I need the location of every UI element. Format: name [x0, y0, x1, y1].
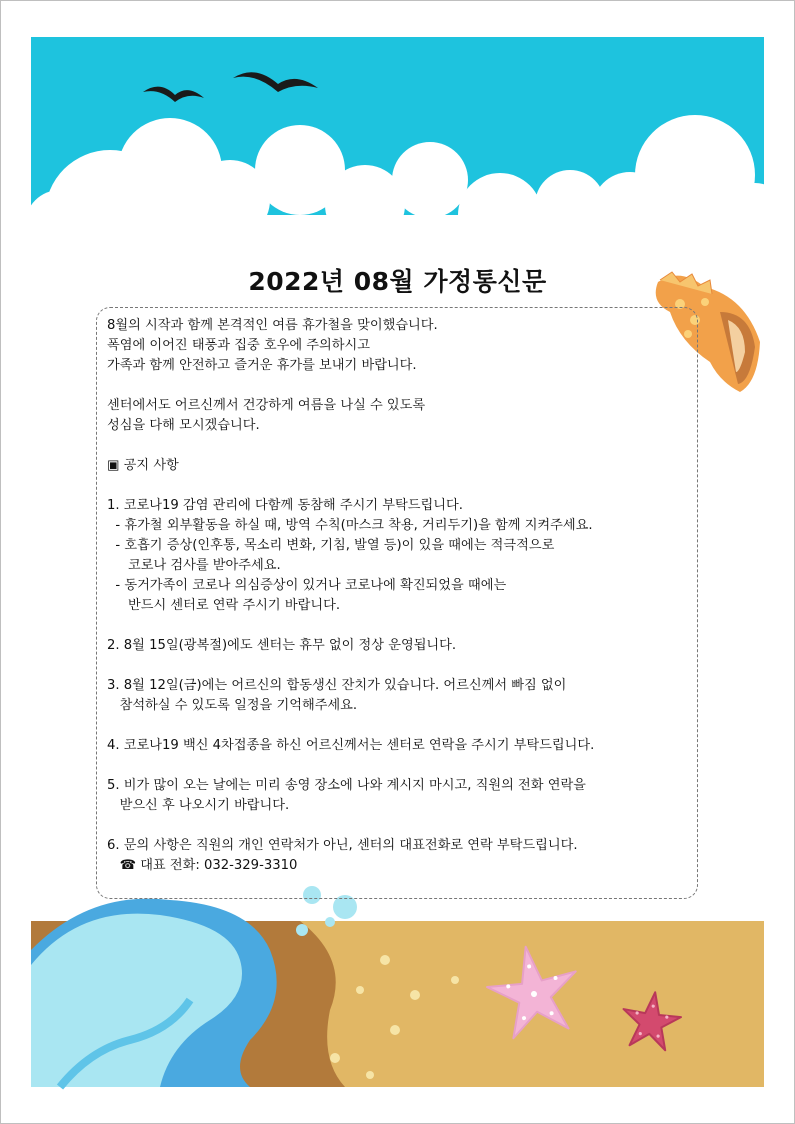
body-line: 3. 8월 12일(금)에는 어르신의 합동생신 잔치가 있습니다. 어르신께서 빠짐 없이	[107, 678, 567, 693]
body-line: ▣ 공지 사항	[107, 458, 179, 473]
body-line: - 호흡기 증상(인후통, 목소리 변화, 기침, 발열 등)이 있을 때에는 적극적으로	[107, 538, 555, 553]
blank-line	[107, 436, 687, 456]
body-line: 4. 코로나19 백신 4차접종을 하신 어르신께서는 센터로 연락을 주시기 부탁드립니다.	[107, 738, 595, 753]
blank-line	[107, 376, 687, 396]
body-line: 8월의 시작과 함께 본격적인 여름 휴가철을 맞이했습니다.	[107, 318, 438, 333]
body-line: - 휴가철 외부활동을 하실 때, 방역 수칙(마스크 착용, 거리두기)을 함께 지켜주세요.	[107, 518, 593, 533]
body-line: 받으신 후 나오시기 바랍니다.	[107, 798, 290, 813]
blank-line	[107, 476, 687, 496]
body-line: 1. 코로나19 감염 관리에 다함께 동참해 주시기 부탁드립니다.	[107, 498, 463, 513]
body-line: 5. 비가 많이 오는 날에는 미리 송영 장소에 나와 계시지 마시고, 직원의 전화 연락을	[107, 778, 586, 793]
blank-line	[107, 816, 687, 836]
blank-line	[107, 656, 687, 676]
blank-line	[107, 756, 687, 776]
body-line: 6. 문의 사항은 직원의 개인 연락처가 아닌, 센터의 대표전화로 연락 부탁드립니다.	[107, 838, 578, 853]
body-line: - 동거가족이 코로나 의심증상이 있거나 코로나에 확진되었을 때에는	[107, 578, 507, 593]
body-line: 센터에서도 어르신께서 건강하게 여름을 나실 수 있도록	[107, 398, 426, 413]
body-line: 코로나 검사를 받아주세요.	[107, 558, 281, 573]
document-title: 2022년 08월 가정통신문	[248, 267, 547, 296]
body-line: 폭염에 이어진 태풍과 집중 호우에 주의하시고	[107, 338, 371, 353]
body-line: ☎ 대표 전화: 032-329-3310	[107, 858, 298, 873]
blank-line	[107, 616, 687, 636]
body-line: 성심을 다해 모시겠습니다.	[107, 418, 260, 433]
notice-content	[107, 316, 687, 876]
body-line: 반드시 센터로 연락 주시기 바랍니다.	[107, 598, 341, 613]
blank-line	[107, 716, 687, 736]
body-line: 2. 8월 15일(광복절)에도 센터는 휴무 없이 정상 운영됩니다.	[107, 638, 457, 653]
body-line: 가족과 함께 안전하고 즐거운 휴가를 보내기 바랍니다.	[107, 358, 417, 373]
body-line: 참석하실 수 있도록 일정을 기억해주세요.	[107, 698, 358, 713]
